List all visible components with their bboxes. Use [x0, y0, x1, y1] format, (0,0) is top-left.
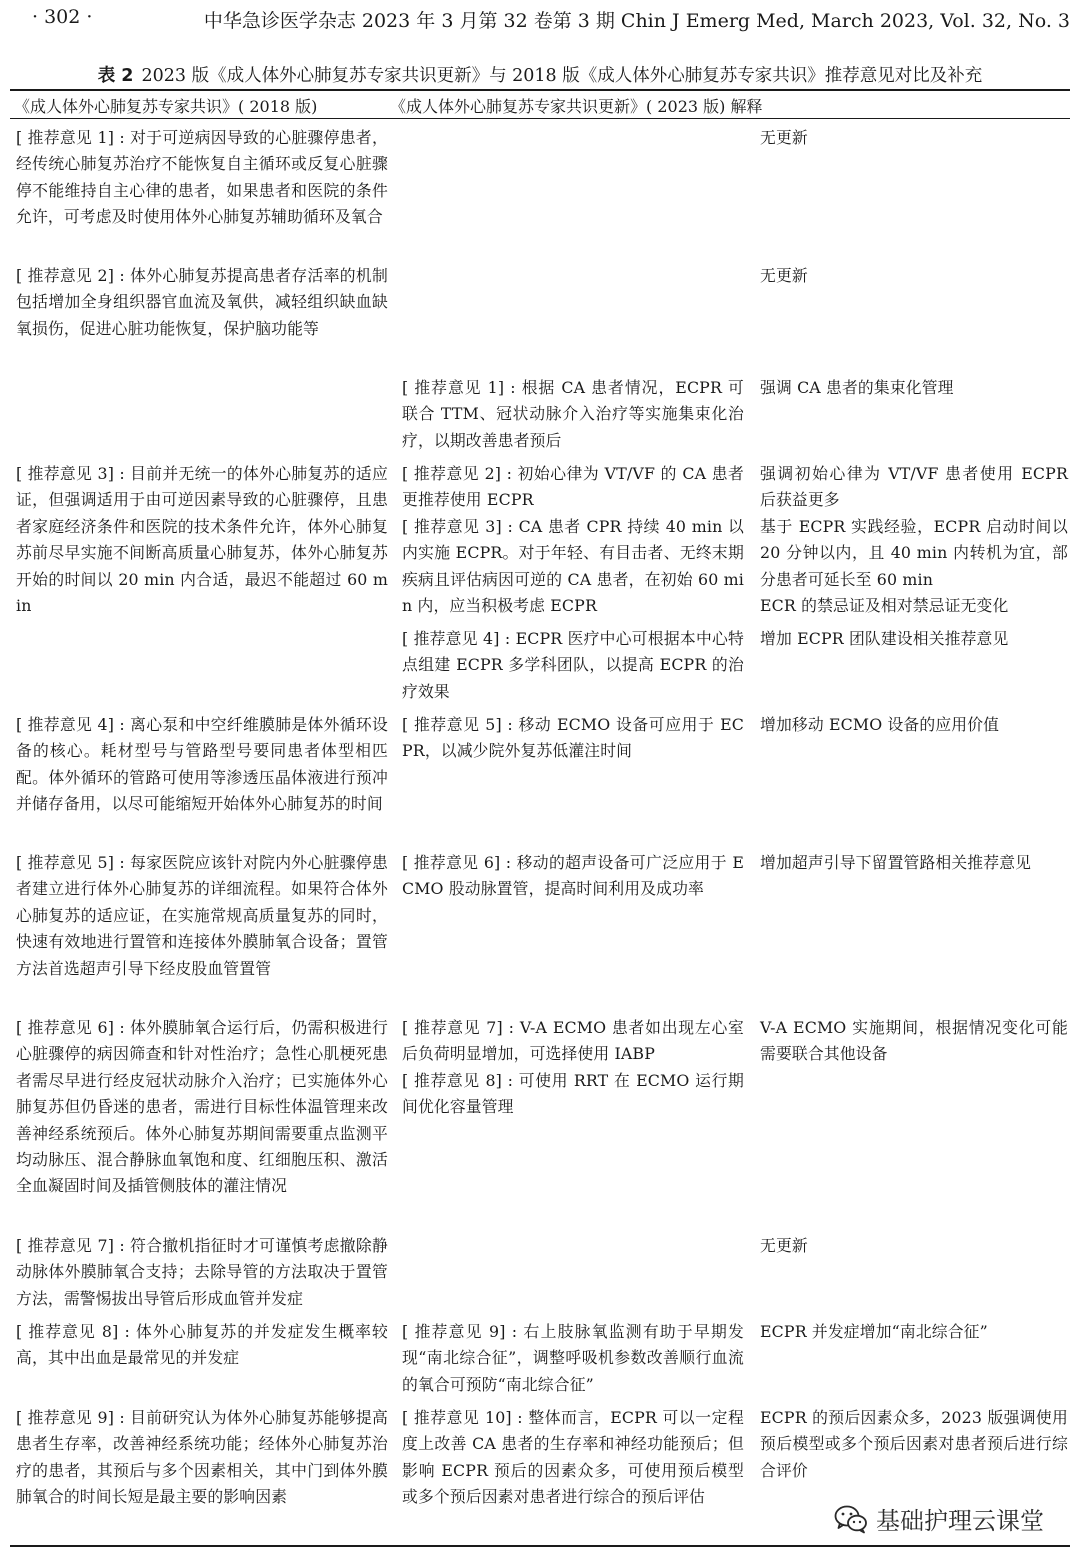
- row-2-col-2018: [ 推荐意见 2] : 体外心肺复苏提高患者存活率的机制包括增加全身组织器官血流及氧供，减轻组织缺血缺氧损伤，促进心脏功能恢复，保护脑功能等: [16, 266, 388, 338]
- note-text: 无更新: [760, 1236, 808, 1255]
- row-9-col-2018: [ 推荐意见 7] : 符合撤机指征时才可谨慎考虑撤除静动脉体外膜肺氧合支持；去除导管的方法取决于置管方法，需警惕拔出导管后形成血管并发症: [16, 1236, 388, 1308]
- row-9-col-note: [760, 1233, 1068, 1259]
- note-text: 增加移动 ECMO 设备的应用价值: [760, 715, 1000, 734]
- note-text: 基于 ECPR 实践经验，ECPR 启动时间以 20 分钟以内，且 40 min 内转机为宜，部分患者可延长至 60 min: [760, 516, 1068, 589]
- row-10-col-note: [760, 1319, 1068, 1345]
- page-number: · 302 ·: [32, 6, 93, 28]
- note-text: 增加 ECPR 团队建设相关推荐意见: [760, 629, 1009, 648]
- recommendation-text: [ 推荐意见 4] : ECPR 医疗中心可根据本中心特点组建 ECPR 多学科团队，以提高 ECPR 的治疗效果: [402, 629, 744, 701]
- row-8-col-note: [760, 1015, 1068, 1068]
- row-10-col-2018: [ 推荐意见 8] : 体外心肺复苏的并发症发生概率较高，其中出血是最常见的并发症: [16, 1322, 388, 1368]
- note-text: V-A ECMO 实施期间，根据情况变化可能需要联合其他设备: [760, 1018, 1068, 1064]
- recommendation-text: [ 推荐意见 5] : 移动 ECMO 设备可应用于 ECPR，以减少院外复苏低灌注时间: [402, 715, 744, 761]
- column-header-2023: 《成人体外心肺复苏专家共识更新》( 2023 版) 解释: [390, 97, 763, 116]
- row-1-col-note: [760, 125, 1068, 151]
- row-11-col-note: [760, 1405, 1068, 1484]
- note-text: 无更新: [760, 266, 808, 285]
- row-7-col-note: [760, 850, 1068, 876]
- table-bottom-rule: [10, 1545, 1070, 1547]
- recommendation-text: [ 推荐意见 7] : V-A ECMO 患者如出现左心室后负荷明显增加，可选择使用 IABP: [402, 1018, 744, 1064]
- row-3-col-note: [760, 375, 1068, 401]
- journal-citation: 中华急诊医学杂志 2023 年 3 月第 32 卷第 3 期 Chin J Emerg Med, March 2023, Vol. 32, No. 3: [203, 10, 1070, 32]
- row-1-col-2018: [ 推荐意见 1] : 对于可逆病因导致的心脏骤停患者，经传统心肺复苏治疗不能恢复自主循环或反复心脏骤停不能维持自主心律的患者，如果患者和医院的条件允许，可考虑及时使用体外心肺复苏辅助循环及氧合: [16, 128, 388, 227]
- wechat-watermark: [830, 1499, 1048, 1538]
- row-6-col-2018: [ 推荐意见 4] : 离心泵和中空纤维膜肺是体外循环设备的核心。耗材型号与管路型号要同患者体型相匹配。体外循环的管路可使用等渗透压晶体液进行预冲并储存备用，以尽可能缩短开始体外心肺复苏的时间: [16, 715, 388, 814]
- row-4-col-2018: [ 推荐意见 3] : 目前并无统一的体外心肺复苏的适应证，但强调适用于由可逆因素导致的心脏骤停，且患者家庭经济条件和医院的技术条件允许，体外心肺复苏前尽早实施不间断高质量心肺复苏，体外心肺复苏开始的时间以 20 min 内合适，最迟不能超过 60 min: [16, 464, 388, 616]
- recommendation-text: [ 推荐意见 1] : 根据 CA 患者情况，ECPR 可联合 TTM、冠状动脉介入治疗等实施集束化治疗，以期改善患者预后: [402, 378, 744, 450]
- row-10-col-2023: [402, 1319, 744, 1398]
- recommendation-text: [ 推荐意见 6] : 移动的超声设备可广泛应用于 ECMO 股动脉置管，提高时间利用及成功率: [402, 853, 744, 899]
- row-4-col-2023: [402, 461, 744, 619]
- row-8-col-2023: [402, 1015, 744, 1121]
- row-7-col-2018: [ 推荐意见 5] : 每家医院应该针对院内外心脏骤停患者建立进行体外心肺复苏的详细流程。如果符合体外心肺复苏的适应证，在实施常规高质量复苏的同时，快速有效地进行置管和连接体外膜肺氧合设备；置管方法首选超声引导下经皮股血管置管: [16, 853, 388, 978]
- note-text: 增加超声引导下留置管路相关推荐意见: [760, 853, 1032, 872]
- row-11-col-2018: [ 推荐意见 9] : 目前研究认为体外心肺复苏能够提高患者生存率，改善神经系统功能；经体外心肺复苏治疗的患者，其预后与多个因素相关，其中门到体外膜肺氧合的时间长短是最主要的影响因素: [16, 1408, 388, 1507]
- note-text: ECR 的禁忌证及相对禁忌证无变化: [760, 596, 1009, 616]
- row-5-col-2023: [402, 626, 744, 705]
- recommendation-text: [ 推荐意见 10] : 整体而言，ECPR 可以一定程度上改善 CA 患者的生存率和神经功能预后；但影响 ECPR 预后的因素众多，可使用预后模型或多个预后因素对患者进行综合的预后评估: [402, 1408, 744, 1507]
- note-text: ECPR 的预后因素众多，2023 版强调使用预后模型或多个预后因素对患者预后进行综合评价: [760, 1408, 1068, 1480]
- recommendation-text: [ 推荐意见 8] : 可使用 RRT 在 ECMO 运行期间优化容量管理: [402, 1070, 744, 1117]
- page-header: [0, 0, 1080, 36]
- watermark-text: 基础护理云课堂: [876, 1507, 1044, 1535]
- row-3-col-2023: [402, 375, 744, 454]
- row-6-col-note: [760, 712, 1068, 738]
- table-label: 表 2: [97, 66, 134, 86]
- recommendation-text: [ 推荐意见 2] : 初始心律为 VT/VF 的 CA 患者更推荐使用 ECPR: [402, 464, 744, 510]
- note-text: 强调初始心律为 VT/VF 患者使用 ECPR 后获益更多: [760, 464, 1068, 510]
- row-11-col-2023: [402, 1405, 744, 1511]
- recommendation-text: [ 推荐意见 3] : CA 患者 CPR 持续 40 min 以内实施 ECPR。对于年轻、有目击者、无终末期疾病且评估病因可逆的 CA 患者，在初始 60 min 内，应当积极考虑 ECPR: [402, 516, 744, 616]
- table-top-rule: [10, 89, 1070, 91]
- note-text: ECPR 并发症增加“南北综合征”: [760, 1322, 988, 1341]
- row-4-col-note: [760, 461, 1068, 619]
- note-text: 强调 CA 患者的集束化管理: [760, 378, 954, 397]
- wechat-icon: [834, 1504, 868, 1534]
- row-2-col-note: [760, 263, 1068, 289]
- row-6-col-2023: [402, 712, 744, 765]
- table-caption: 2023 版《成人体外心肺复苏专家共识更新》与 2018 版《成人体外心肺复苏专家共识》推荐意见对比及补充: [141, 66, 983, 86]
- table-header-rule: [10, 118, 1070, 119]
- note-text: 无更新: [760, 128, 808, 147]
- column-header-2018: 《成人体外心肺复苏专家共识》( 2018 版): [14, 97, 318, 116]
- table-title: [0, 62, 1080, 87]
- recommendation-text: [ 推荐意见 9] : 右上肢脉氧监测有助于早期发现“南北综合征”，调整呼吸机参数改善顺行血流的氧合可预防“南北综合征”: [402, 1322, 744, 1394]
- row-7-col-2023: [402, 850, 744, 903]
- row-5-col-note: [760, 626, 1068, 652]
- row-8-col-2018: [ 推荐意见 6] : 体外膜肺氧合运行后，仍需积极进行心脏骤停的病因筛查和针对性治疗；急性心肌梗死患者需尽早进行经皮冠状动脉介入治疗；已实施体外心肺复苏但仍昏迷的患者，需进行目标性体温管理来改善神经系统预后。体外心肺复苏期间需要重点监测平均动脉压、混合静脉血氧饱和度、红细胞压积、激活全血凝固时间及插管侧肢体的灌注情况: [16, 1018, 388, 1196]
